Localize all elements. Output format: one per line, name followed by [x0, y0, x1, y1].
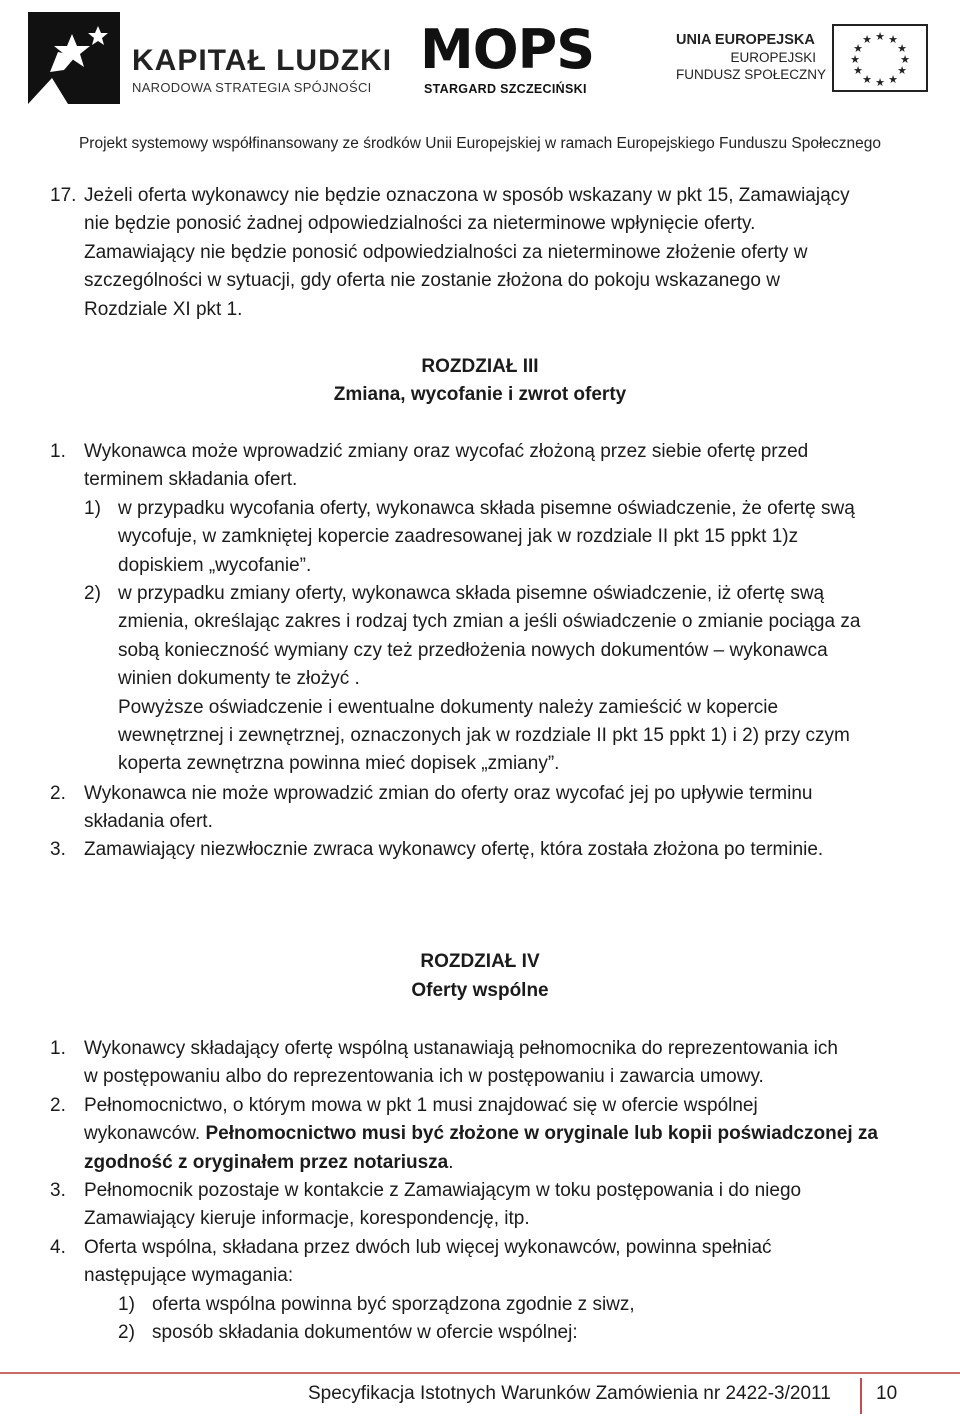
text-line: Pełnomocnik pozostaje w kontakcie z Zamawiającym w toku postępowania i do niego — [84, 1180, 802, 1201]
svg-text:★: ★ — [853, 42, 863, 55]
chapter-3-heading: ROZDZIAŁ III — [421, 356, 539, 377]
ch3-p3-text — [84, 836, 946, 864]
ch3-p1-number: 1. — [50, 441, 66, 462]
mops-subtitle: STARGARD SZCZECIŃSKI — [424, 82, 587, 96]
ch4-s2-number: 2) — [118, 1322, 135, 1343]
svg-text:★: ★ — [900, 53, 910, 66]
text-line: wycofuje, w zamkniętej kopercie zaadresowanej jak w rozdziale II pkt 15 ppkt 1)z — [118, 526, 799, 548]
svg-text:★: ★ — [875, 76, 885, 89]
item-17-number: 17. — [50, 185, 77, 206]
ch4-s1-number: 1) — [118, 1294, 135, 1315]
bold-requirement: zgodność z oryginałem przez notariusza — [84, 1151, 449, 1173]
chapter-4-title: Oferty wspólne — [411, 980, 549, 1001]
ch3-p1-text — [84, 438, 946, 495]
text-line: Zamawiający niezwłocznie zwraca wykonawcy ofertę, która została złożona po terminie. — [84, 839, 824, 860]
svg-text:★: ★ — [850, 53, 860, 66]
text-line: sobą konieczność wymiany czy też przedłożenia nowych dokumentów – wykonawca — [118, 639, 828, 661]
ch4-p1-text — [84, 1035, 946, 1092]
bold-requirement: Pełnomocnictwo musi być złożone w oryginale lub kopii poświadczonej za — [205, 1123, 878, 1145]
eu-line-2: EUROPEJSKI — [730, 50, 816, 65]
ch3-p2-text — [84, 780, 946, 837]
svg-text:★: ★ — [888, 73, 898, 86]
text-fragment: . — [448, 1151, 454, 1173]
svg-text:★: ★ — [897, 64, 907, 77]
ch4-p2-number: 2. — [50, 1095, 66, 1116]
ch4-p2-text — [84, 1092, 946, 1177]
ch3-p3-number: 3. — [50, 839, 66, 860]
footer-document-title: Specyfikacja Istotnych Warunków Zamówienia nr 2422-3/2011 — [308, 1383, 831, 1404]
eu-logo-text — [676, 32, 827, 83]
mops-wordmark: MOPS — [420, 18, 595, 81]
text-line: Oferta wspólna, składana przez dwóch lub więcej wykonawców, powinna spełniać — [84, 1237, 772, 1258]
ch4-p4-number: 4. — [50, 1237, 66, 1258]
svg-text:★: ★ — [862, 33, 872, 46]
text-line: Jeżeli oferta wykonawcy nie będzie oznaczona w sposób wskazany w pkt 15, Zamawiający — [84, 185, 850, 206]
text-line: Pełnomocnictwo, o którym mowa w pkt 1 musi znajdować się w ofercie wspólnej — [84, 1095, 758, 1116]
ch3-s2-number: 2) — [84, 583, 101, 604]
kapital-ludzki-subtitle: NARODOWA STRATEGIA SPÓJNOŚCI — [132, 80, 372, 95]
kapital-ludzki-logo — [28, 12, 393, 104]
ch3-s2-text — [118, 580, 946, 779]
text-line: Powyższe oświadczenie i ewentualne dokumenty należy zamieścić w kopercie — [118, 696, 779, 718]
text-line: koperta zewnętrzna powinna mieć dopisek „zmiany”. — [118, 753, 560, 775]
svg-text:★: ★ — [853, 64, 863, 77]
ch4-s1-text: oferta wspólna powinna być sporządzona zgodnie z siwz, — [152, 1294, 635, 1315]
item-17-text — [84, 182, 946, 324]
page-footer — [0, 1372, 960, 1417]
ch4-p1-number: 1. — [50, 1038, 66, 1059]
text-line — [84, 1149, 946, 1177]
ch3-p2-number: 2. — [50, 783, 66, 804]
text-line: szczególności w sytuacji, gdy oferta nie zostanie złożona do pokoju wskazanego w — [84, 270, 780, 292]
mops-logo — [420, 18, 602, 102]
ch4-p4-text — [84, 1234, 946, 1291]
svg-text:★: ★ — [888, 33, 898, 46]
text-line: składania ofert. — [84, 811, 213, 833]
ch4-p3-text — [84, 1177, 946, 1234]
ch4-s2-text: sposób składania dokumentów w ofercie wspólnej: — [152, 1322, 578, 1343]
kapital-ludzki-title: KAPITAŁ LUDZKI — [132, 44, 393, 77]
text-line — [84, 1120, 946, 1148]
kapital-ludzki-emblem-icon — [28, 12, 120, 104]
project-cofinancing-line: Projekt systemowy współfinansowany ze środków Unii Europejskiej w ramach Europejskiego Funduszu Społecznego — [78, 135, 882, 152]
svg-text:★: ★ — [862, 73, 872, 86]
page-header — [0, 0, 960, 160]
footer-divider — [0, 1372, 960, 1374]
page-number: 10 — [876, 1383, 898, 1404]
ch4-p3-number: 3. — [50, 1180, 66, 1201]
text-line: Wykonawca może wprowadzić zmiany oraz wycofać złożoną przez siebie ofertę przed — [84, 441, 809, 462]
footer-separator — [860, 1378, 862, 1414]
text-line: Zamawiający kieruje informacje, korespondencję, itp. — [84, 1208, 530, 1230]
eu-flag-icon — [832, 24, 928, 92]
eu-line-1: UNIA EUROPEJSKA — [676, 32, 815, 48]
ch3-s1-text — [118, 495, 946, 580]
text-line: winien dokumenty te złożyć . — [118, 668, 360, 690]
text-line: w postępowaniu albo do reprezentowania ich w postępowaniu i zawarcia umowy. — [84, 1066, 764, 1088]
text-line: w przypadku wycofania oferty, wykonawca składa pisemne oświadczenie, że ofertę swą — [118, 498, 855, 519]
eu-line-3: FUNDUSZ SPOŁECZNY — [676, 67, 827, 82]
text-fragment: wykonawców. — [84, 1123, 206, 1145]
text-line: wewnętrznej i zewnętrznej, oznaczonych jak w rozdziale II pkt 15 ppkt 1) i 2) przy czym — [118, 725, 850, 747]
svg-text:★: ★ — [875, 30, 885, 43]
text-line: Zamawiający nie będzie ponosić odpowiedzialności za nieterminowe złożenie oferty w — [84, 241, 808, 263]
text-line: nie będzie ponosić żadnej odpowiedzialności za nieterminowe wpłynięcie oferty. — [84, 213, 756, 235]
text-line: zmienia, określając zakres i rodzaj tych zmian a jeśli oświadczenie o zmianie pociąga za — [118, 611, 861, 633]
ch3-s1-number: 1) — [84, 498, 101, 519]
chapter-3-title: Zmiana, wycofanie i zwrot oferty — [333, 384, 627, 405]
svg-text:★: ★ — [897, 42, 907, 55]
text-line: Rozdziale XI pkt 1. — [84, 298, 243, 320]
text-line: następujące wymagania: — [84, 1265, 294, 1287]
text-line: w przypadku zmiany oferty, wykonawca składa pisemne oświadczenie, iż ofertę swą — [118, 583, 825, 604]
text-line: dopiskiem „wycofanie”. — [118, 554, 312, 576]
text-line: Wykonawcy składający ofertę wspólną ustanawiają pełnomocnika do reprezentowania ich — [84, 1038, 838, 1059]
eu-logo — [676, 24, 936, 94]
text-line: Wykonawca nie może wprowadzić zmian do oferty oraz wycofać jej po upływie terminu — [84, 783, 813, 804]
text-line: terminem składania ofert. — [84, 469, 298, 491]
chapter-4-heading: ROZDZIAŁ IV — [420, 951, 540, 972]
